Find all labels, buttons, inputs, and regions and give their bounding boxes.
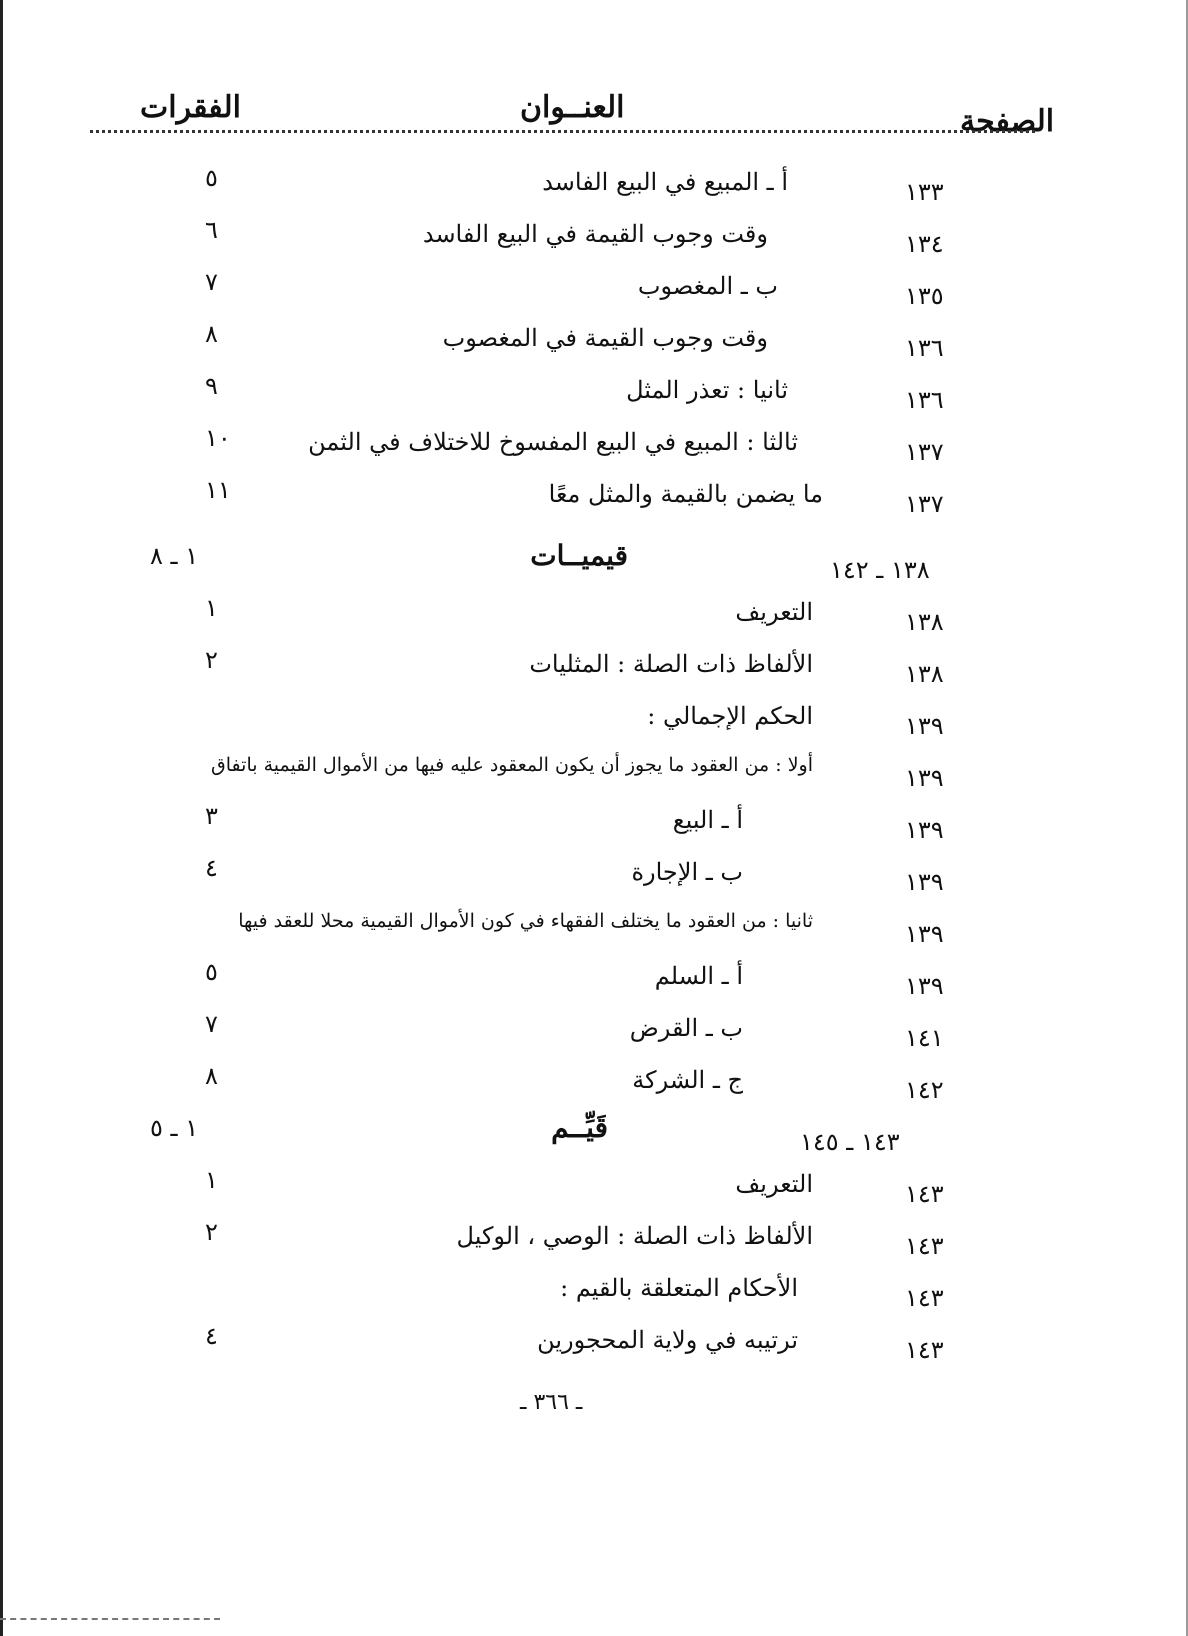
row-paras: ٤ [205,854,218,882]
row-title: أ ـ السلم [654,962,743,990]
row-title: ثانيا : من العقود ما يختلف الفقهاء في كون الأموال القيمية محلا للعقد فيها [238,910,813,932]
row-title: أولا : من العقود ما يجوز أن يكون المعقود عليه فيها من الأموال القيمية باتفاق [211,754,813,776]
toc-row [0,372,1188,430]
row-paras: ٧ [205,1010,218,1038]
row-paras: ٨ [205,1062,218,1090]
row-page: ١٤٣ [905,1180,944,1208]
row-paras: ٥ [205,958,218,986]
row-page: ١٣٩ [905,764,944,792]
row-page: ١٤٣ [905,1336,944,1364]
row-title: ما يضمن بالقيمة والمثل معًا [548,480,823,508]
row-page: ١٣٩ [905,712,944,740]
toc-row [0,320,1188,378]
row-page: ١٣٦ [905,334,944,362]
toc-row [0,424,1188,482]
toc-row [0,646,1188,704]
row-paras: ١ [205,1166,218,1194]
toc-row [0,1322,1188,1380]
row-title: الألفاظ ذات الصلة : الوصي ، الوكيل [456,1222,813,1250]
row-title: أ ـ البيع [672,806,743,834]
toc-row [0,802,1188,860]
row-page: ١٣٩ [905,920,944,948]
toc-row [0,756,1188,808]
scan-bottom-dash [0,1618,220,1620]
row-title: ب ـ القرض [629,1014,743,1042]
row-page: ١٣٨ ـ ١٤٢ [830,556,930,584]
row-paras: ١٠ [205,424,231,452]
toc-section-row [0,1111,1188,1172]
toc-row [0,1218,1188,1276]
row-page: ١٣٧ [905,490,944,518]
row-paras: ٨ [205,320,218,348]
row-title: التعريف [735,598,813,626]
header-dotted-rule [90,130,1035,133]
row-page: ١٣٩ [905,972,944,1000]
row-title: الحكم الإجمالي : [647,702,813,730]
row-page: ١٤١ [905,1024,944,1052]
row-paras: ١ ـ ٨ [150,542,199,570]
row-paras: ٧ [205,268,218,296]
row-page: ١٣٤ [905,230,944,258]
row-page: ١٣٧ [905,438,944,466]
row-paras: ١ [205,594,218,622]
header-title-label: العنــوان [520,90,625,125]
row-title: الأحكام المتعلقة بالقيم : [560,1274,798,1302]
toc-row [0,912,1188,964]
row-paras: ٢ [205,1218,218,1246]
toc-row [0,854,1188,912]
header-paragraphs-label: الفقرات [140,90,241,125]
row-page: ١٤٣ ـ ١٤٥ [800,1128,900,1156]
row-page: ١٣٨ [905,608,944,636]
row-page: ١٣٣ [905,178,944,206]
toc-row [0,1276,1188,1328]
row-paras: ١١ [205,476,231,504]
row-title: ثالثا : المبيع في البيع المفسوخ للاختلاف في الثمن [308,428,798,456]
toc-row [0,164,1188,222]
row-page: ١٤٣ [905,1232,944,1260]
row-title: ب ـ الإجارة [631,858,743,886]
row-title: ج ـ الشركة [632,1066,743,1094]
row-page: ١٤٣ [905,1284,944,1312]
toc-row [0,1010,1188,1068]
toc-row [0,268,1188,326]
row-title: ترتيبه في ولاية المحجورين [537,1326,798,1354]
row-paras: ٥ [205,164,218,192]
row-paras: ٦ [205,216,218,244]
row-title: التعريف [735,1170,813,1198]
header-page-label: الصفحة [960,104,1055,139]
row-paras: ٤ [205,1322,218,1350]
row-page: ١٣٦ [905,386,944,414]
row-title: أ ـ المبيع في البيع الفاسد [542,168,788,196]
toc-row [0,1166,1188,1224]
section-title: قَيِّــم [551,1111,608,1144]
row-title: الألفاظ ذات الصلة : المثليات [529,650,813,678]
row-page: ١٣٥ [905,282,944,310]
row-page: ١٣٨ [905,660,944,688]
row-title: ب ـ المغصوب [637,272,778,300]
row-page: ١٣٩ [905,868,944,896]
row-title: ثانيا : تعذر المثل [626,376,788,404]
row-paras: ١ ـ ٥ [150,1114,199,1142]
section-title: قيميــات [530,539,628,572]
toc-row [0,476,1188,534]
toc-row [0,216,1188,274]
row-paras: ٩ [205,372,218,400]
row-paras: ٢ [205,646,218,674]
row-page: ١٤٢ [905,1076,944,1104]
toc-row [0,958,1188,1016]
row-title: وقت وجوب القيمة في المغصوب [442,324,768,352]
row-paras: ٣ [205,802,218,830]
toc-row [0,704,1188,756]
toc-row [0,594,1188,652]
page-number: ـ ٣٦٦ ـ [520,1390,583,1415]
row-title: وقت وجوب القيمة في البيع الفاسد [422,220,768,248]
row-page: ١٣٩ [905,816,944,844]
toc-section-row [0,539,1188,600]
